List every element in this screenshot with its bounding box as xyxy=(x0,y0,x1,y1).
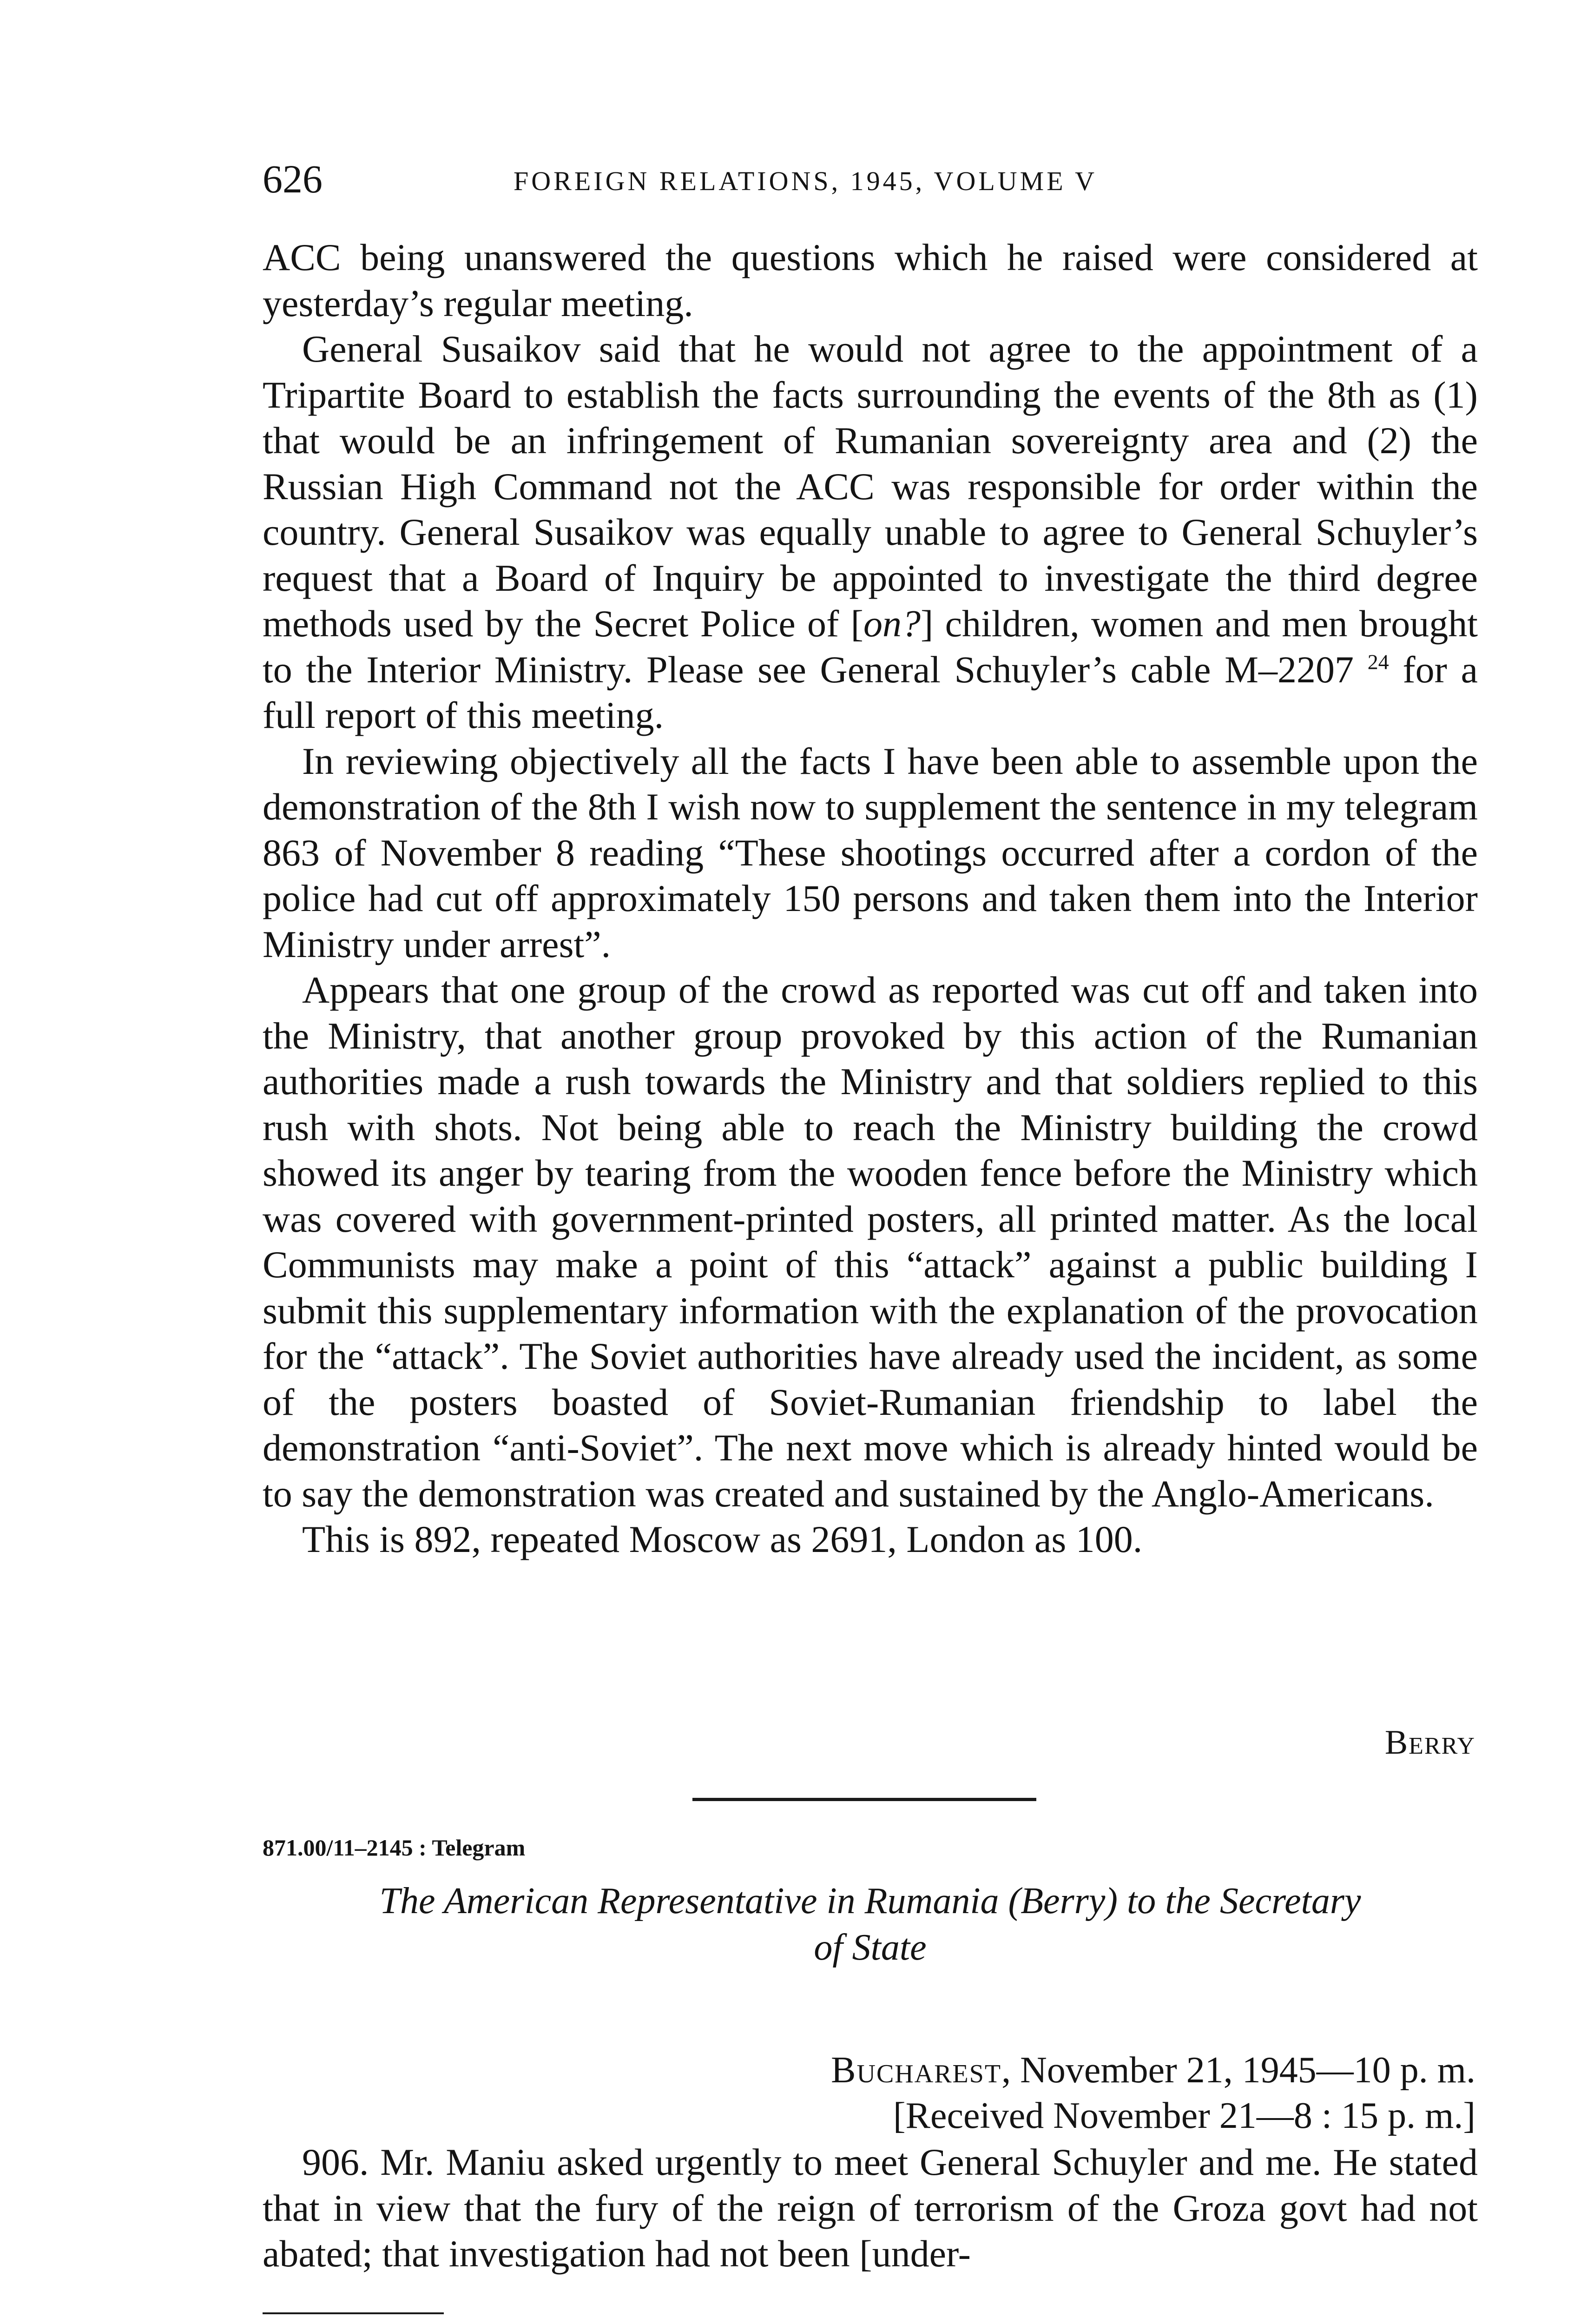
editorial-insertion: on? xyxy=(863,602,921,645)
dateline-sent xyxy=(831,2047,1475,2093)
telegram-body xyxy=(263,2139,1478,2277)
paragraph: This is 892, repeated Moscow as 2691, London as 100. xyxy=(302,1518,1143,1560)
document-title xyxy=(263,1878,1478,1971)
dateline-date: , November 21, 1945—10 p. m. xyxy=(1001,2050,1475,2091)
paragraph: 906. Mr. Maniu asked urgently to meet General Schuyler and me. He stated that in view that the fury of the reign of terrorism of the Groza govt had not abated; that investigation had not been [under- xyxy=(263,2141,1478,2275)
paragraph-text: for a full report of this meeting. xyxy=(263,648,1478,736)
signature: Berry xyxy=(1384,1723,1475,1762)
file-number: 871.00/11–2145 : Telegram xyxy=(263,1835,526,1861)
page-number: 626 xyxy=(263,157,323,201)
dateline xyxy=(831,2047,1475,2139)
dateline-received: [Received November 21—8 : 15 p. m.] xyxy=(893,2095,1475,2136)
running-title: FOREIGN RELATIONS, 1945, VOLUME V xyxy=(514,166,1097,196)
title-line: of State xyxy=(814,1927,927,1968)
paragraph: Appears that one group of the crowd as reported was cut off and taken into the Ministry, that another group provoked by this action of the Rumanian authorities made a rush towards the Ministry and that soldiers replied to this rush with shots. Not being able to reach the Ministry building the crowd showed its anger by tearing from the wooden fence before the Ministry which was covered with government-printed posters, all printed matter. As the local Communists may make a point of this “attack” against a public building I submit this supplementary information with the explanation of the provocation for the “attack”. The Soviet authorities have already used the incident, as some of the posters boasted of Soviet-Rumanian friendship to label the demonstration “anti-Soviet”. The next move which is already hinted would be to say the demonstration was created and sustained by the Anglo-Americans. xyxy=(263,969,1478,1515)
title-line: The American Representative in Rumania (Berry) to the Secretary xyxy=(379,1881,1361,1921)
paragraph: In reviewing objectively all the facts I have been able to assemble upon the demonstration of the 8th I wish now to supplement the sentence in my telegram 863 of November 8 reading “These shootings occurred after a cordon of the police had cut off approximately 150 persons and taken them into the Interior Ministry under arrest”. xyxy=(263,739,1478,965)
paragraph-text: ] children, women and men brought to the Interior Ministry. Please see General Schuyler’s cable M–2207 xyxy=(263,602,1478,691)
dateline-place: Bucharest xyxy=(831,2050,1002,2091)
section-divider xyxy=(692,1798,1036,1801)
footnote-reference: 24 xyxy=(1367,650,1389,674)
paragraph-text: General Susaikov said that he would not agree to the appointment of a Tripartite Board to establish the facts surrounding the events of the 8th as (1) that would be an infringement of Rumanian sovereignty area and (2) the Russian High Command not the ACC was responsible for order within the country. General Susaikov was equally unable to agree to General Schuyler’s request that a Board of Inquiry be appointed to investigate the third degree methods used by the Secret Police of [ xyxy=(263,328,1478,645)
continued-telegram-body xyxy=(263,235,1478,1563)
footnote-rule xyxy=(263,2312,444,2314)
running-header xyxy=(263,153,1471,209)
paragraph: ACC being unanswered the questions which he raised were considered at yesterday’s regular meeting. xyxy=(263,236,1478,324)
paragraph xyxy=(263,326,1478,739)
